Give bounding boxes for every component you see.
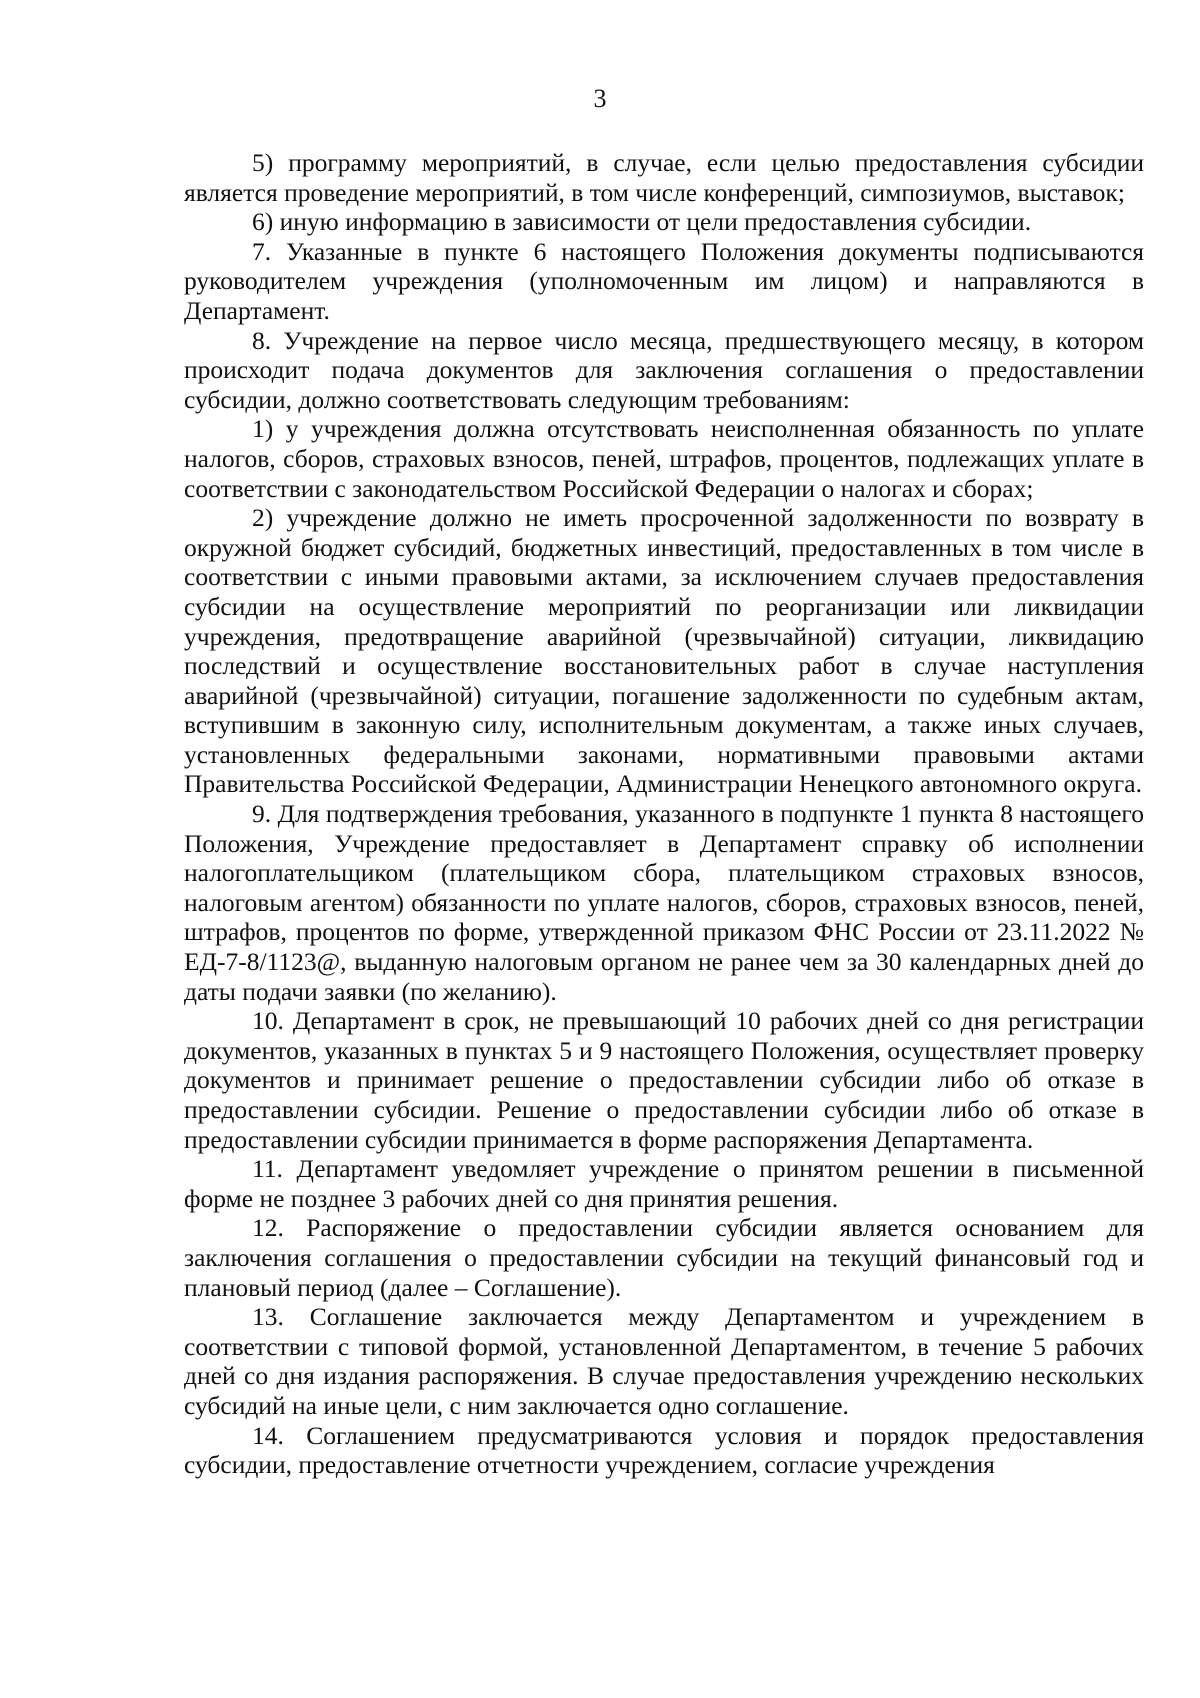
paragraph-subitem-8-1: 1) у учреждения должна отсутствовать неисполненная обязанность по уплате налогов, сборов, страховых взносов, пеней, штрафов, процентов, подлежащих уплате в соответствии с законодательством Российской Федерации о налогах и сборах; bbox=[184, 414, 1144, 503]
paragraph-item-11: 11. Департамент уведомляет учреждение о принятом решении в письменной форме не позднее 3 рабочих дней со дня принятия решения. bbox=[184, 1154, 1144, 1213]
paragraph-item-10: 10. Департамент в срок, не превышающий 10 рабочих дней со дня регистрации документов, указанных в пунктах 5 и 9 настоящего Положения, осуществляет проверку документов и принимает решение о предоставлении субсидии либо об отказе в предоставлении субсидии. Решение о предоставлении субсидии либо об отказе в предоставлении субсидии принимается в форме распоряжения Департамента. bbox=[184, 1006, 1144, 1154]
paragraph-item-14: 14. Соглашением предусматриваются условия и порядок предоставления субсидии, предоставление отчетности учреждением, согласие учреждения bbox=[184, 1420, 1144, 1480]
paragraph-item-7: 7. Указанные в пункте 6 настоящего Положения документы подписываются руководителем учреждения (уполномоченным им лицом) и направляются в Департамент. bbox=[184, 236, 1144, 325]
paragraph-subitem-6: 6) иную информацию в зависимости от цели предоставления субсидии. bbox=[252, 207, 1032, 237]
page-number: 3 bbox=[593, 84, 607, 113]
document-body bbox=[184, 148, 1144, 1480]
paragraph-item-9: 9. Для подтверждения требования, указанного в подпункте 1 пункта 8 настоящего Положения, Учреждение предоставляет в Департамент справку об исполнении налогоплательщиком (плательщиком сбора, плательщиком страховых взносов, налоговым агентом) обязанности по уплате налогов, сборов, страховых взносов, пеней, штрафов, процентов по форме, утвержденной приказом ФНС России от 23.11.2022 № ЕД-7-8/1123@, выданную налоговым органом не ранее чем за 30 календарных дней до даты подачи заявки (по желанию). bbox=[184, 799, 1144, 1006]
paragraph-item-13: 13. Соглашение заключается между Департаментом и учреждением в соответствии с типовой формой, установленной Департаментом, в течение 5 рабочих дней со дня издания распоряжения. В случае предоставления учреждению нескольких субсидий на иные цели, с ним заключается одно соглашение. bbox=[184, 1302, 1144, 1420]
paragraph-item-8: 8. Учреждение на первое число месяца, предшествующего месяцу, в котором происходит подача документов для заключения соглашения о предоставлении субсидии, должно соответствовать следующим требованиям: bbox=[184, 325, 1144, 414]
paragraph-subitem-5: 5) программу мероприятий, в случае, если целью предоставления субсидии является проведение мероприятий, в том числе конференций, симпозиумов, выставок; bbox=[184, 148, 1144, 207]
paragraph-item-12: 12. Распоряжение о предоставлении субсидии является основанием для заключения соглашения о предоставлении субсидии на текущий финансовый год и плановый период (далее – Соглашение). bbox=[184, 1213, 1144, 1302]
paragraph-subitem-8-2: 2) учреждение должно не иметь просроченной задолженности по возврату в окружной бюджет субсидий, бюджетных инвестиций, предоставленных в том числе в соответствии с иными правовыми актами, за исключением случаев предоставления субсидии на осуществление мероприятий по реорганизации или ликвидации учреждения, предотвращение аварийной (чрезвычайной) ситуации, ликвидацию последствий и осуществление восстановительных работ в случае наступления аварийной (чрезвычайной) ситуации, погашение задолженности по судебным актам, вступившим в законную силу, исполнительным документам, а также иных случаев, установленных федеральными законами, нормативными правовыми актами Правительства Российской Федерации, Администрации Ненецкого автономного округа. bbox=[184, 503, 1144, 799]
